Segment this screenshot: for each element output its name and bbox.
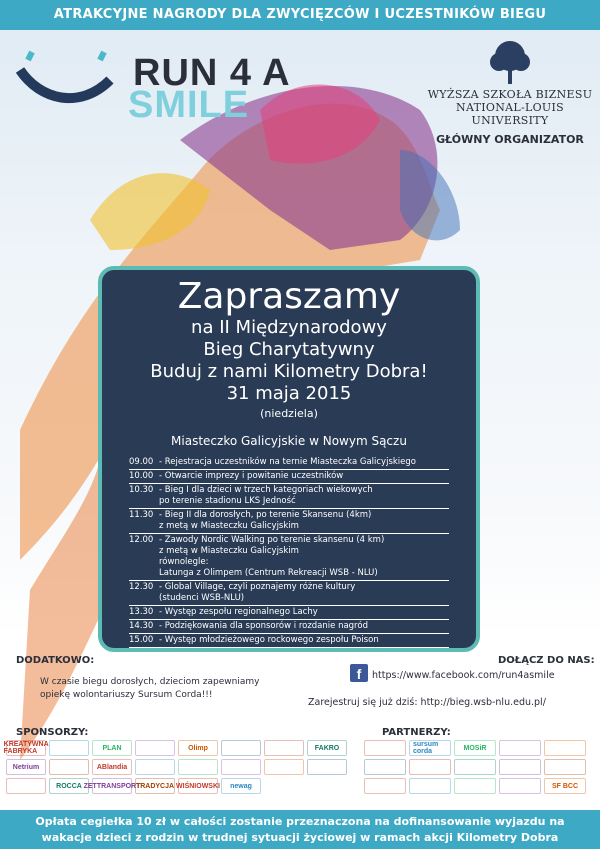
organizer-name-line2: NATIONAL-LOUIS UNIVERSITY bbox=[456, 101, 564, 127]
partners-logo: MOSiR bbox=[454, 740, 496, 756]
event-date: 31 maja 2015 bbox=[226, 383, 352, 404]
partner-logos bbox=[364, 740, 596, 794]
partners-logo bbox=[499, 740, 541, 756]
partners-logo bbox=[454, 759, 496, 775]
schedule-description: - Otwarcie imprezy i powitanie uczestników bbox=[159, 471, 344, 481]
partners-logo bbox=[544, 740, 586, 756]
footer-line1: Opłata cegiełka 10 zł w całości zostanie przeznaczona na dofinansowanie wyjazdu na bbox=[35, 815, 565, 828]
schedule-time: 09.00 bbox=[129, 457, 154, 467]
sponsors-logo: WIŚNIOWSKI bbox=[178, 778, 218, 794]
tree-icon bbox=[487, 40, 533, 84]
organizer-name-line1: WYŻSZA SZKOŁA BIZNESU bbox=[427, 88, 593, 101]
join-heading: DOŁĄCZ DO NAS: bbox=[498, 655, 595, 666]
schedule-row bbox=[129, 581, 449, 606]
additional-heading: DODATKOWO: bbox=[16, 655, 95, 666]
invitation-line3: Buduj z nami Kilometry Dobra! bbox=[150, 361, 428, 382]
join-heading-wrap bbox=[498, 655, 595, 666]
schedule-time: 14.30 bbox=[129, 621, 154, 631]
schedule-description: - Występ młodzieżowego rockowego zespołu Poison bbox=[159, 635, 379, 645]
sponsors-logo: ABlandia bbox=[92, 759, 132, 775]
invitation-headline: Zapraszamy bbox=[177, 276, 401, 317]
schedule-time: 15.00 bbox=[129, 635, 154, 645]
sponsors-logo: PLAN bbox=[92, 740, 132, 756]
schedule-row bbox=[129, 620, 449, 634]
partners-logo bbox=[364, 778, 406, 794]
partners-logo bbox=[454, 778, 496, 794]
schedule-time: 13.30 bbox=[129, 607, 154, 617]
partners-logo: SF BCC bbox=[544, 778, 586, 794]
partners-heading: PARTNERZY: bbox=[382, 727, 451, 738]
sponsors-logo bbox=[264, 759, 304, 775]
organizer-role: GŁÓWNY ORGANIZATOR bbox=[436, 133, 584, 146]
sponsors-logo: ROCCA bbox=[49, 778, 89, 794]
sponsors-logo bbox=[178, 759, 218, 775]
partners-logo: sursum corda bbox=[409, 740, 451, 756]
event-venue: Miasteczko Galicyjskie w Nowym Sączu bbox=[171, 434, 407, 448]
sponsors-logo: TRADYCJA bbox=[135, 778, 175, 794]
schedule-time: 12.00 bbox=[129, 535, 154, 545]
register-link[interactable]: Zarejestruj się już dziś: http://bieg.wsb-nlu.edu.pl/ bbox=[308, 697, 546, 708]
partners-logo bbox=[409, 759, 451, 775]
top-banner: ATRAKCYJNE NAGRODY DLA ZWYCIĘZCÓW I UCZESTNIKÓW BIEGU bbox=[0, 0, 600, 30]
sponsor-logos bbox=[3, 740, 351, 794]
sponsors-heading: SPONSORZY: bbox=[16, 727, 89, 738]
schedule-description: - Bieg I dla dzieci w trzech kategoriach wiekowych po terenie stadionu LKS Jedność bbox=[159, 485, 373, 506]
event-day: (niedziela) bbox=[260, 407, 318, 420]
sponsors-logo bbox=[264, 740, 304, 756]
schedule-time: 10.30 bbox=[129, 485, 154, 495]
sponsors-logo: KREATYWNA FABRYKA bbox=[3, 741, 49, 755]
invitation-panel bbox=[98, 266, 480, 652]
sponsors-logo bbox=[6, 778, 46, 794]
additional-heading-wrap bbox=[16, 655, 94, 666]
partners-logo bbox=[499, 778, 541, 794]
partners-logo bbox=[409, 778, 451, 794]
logo-smile: SMILE bbox=[128, 84, 250, 126]
schedule-description: - Zawody Nordic Walking po terenie skansenu (4 km) z metą w Miasteczku Galicyjskim równolegle: Latunga z Olimpem (Centrum Rekreacji WSB - NLU) bbox=[159, 535, 385, 578]
schedule-row bbox=[129, 534, 449, 581]
partners-logo bbox=[499, 759, 541, 775]
sponsors-logo: FAKRO bbox=[307, 740, 347, 756]
sponsors-logo: Olimp bbox=[178, 740, 218, 756]
invitation-line1: na II Międzynarodowy bbox=[191, 317, 387, 338]
schedule-description: - Podziękowania dla sponsorów i rozdanie nagród bbox=[159, 621, 368, 631]
sponsors-logo bbox=[221, 759, 261, 775]
schedule-row bbox=[129, 509, 449, 534]
sponsors-logo bbox=[49, 740, 89, 756]
sponsors-logo bbox=[135, 740, 175, 756]
schedule-time: 10.00 bbox=[129, 471, 154, 481]
schedule-time: 12.30 bbox=[129, 582, 154, 592]
schedule-row bbox=[129, 484, 449, 509]
sponsors-logo bbox=[49, 759, 89, 775]
footer-banner bbox=[0, 810, 600, 849]
facebook-icon: f bbox=[350, 664, 368, 682]
additional-text: W czasie biegu dorosłych, dzieciom zapewniamy opiekę wolontariuszy Sursum Corda!!! bbox=[40, 677, 260, 700]
schedule-description: - Global Village, czyli poznajemy różne kultury (studenci WSB-NLU) bbox=[159, 582, 356, 603]
schedule-row bbox=[129, 456, 449, 470]
partners-logo bbox=[544, 759, 586, 775]
sponsors-logo bbox=[135, 759, 175, 775]
invitation-line2: Bieg Charytatywny bbox=[203, 339, 375, 360]
sponsors-logo: newag bbox=[221, 778, 261, 794]
facebook-link[interactable]: https://www.facebook.com/run4asmile bbox=[372, 670, 555, 681]
logo-run-4-a: RUN 4 A bbox=[133, 52, 291, 94]
sponsors-logo bbox=[221, 740, 261, 756]
schedule-description: - Występ zespołu regionalnego Lachy bbox=[159, 607, 318, 617]
schedule-row bbox=[129, 606, 449, 620]
schedule-time: 11.30 bbox=[129, 510, 154, 520]
partners-heading-wrap bbox=[382, 727, 451, 738]
sponsors-logo bbox=[307, 759, 347, 775]
partners-logo bbox=[364, 740, 406, 756]
sponsors-logo: Netrium bbox=[6, 759, 46, 775]
footer-line2: wakacje dzieci z rodzin w trudnej sytuacji życiowej w ramach akcji Kilometry Dobra bbox=[41, 831, 559, 844]
sponsors-heading-wrap bbox=[16, 727, 88, 738]
organizer-block bbox=[420, 40, 600, 146]
schedule-row bbox=[129, 634, 449, 648]
schedule-row bbox=[129, 470, 449, 484]
schedule-list bbox=[129, 456, 449, 648]
sponsors-logo: ZETTRANSPORT bbox=[92, 778, 132, 794]
schedule-description: - Rejestracja uczestników na ternie Miasteczka Galicyjskiego bbox=[159, 457, 416, 467]
partners-logo bbox=[364, 759, 406, 775]
schedule-description: - Bieg II dla dorosłych, po terenie Skansenu (4km) z metą w Miasteczku Galicyjskim bbox=[159, 510, 372, 531]
